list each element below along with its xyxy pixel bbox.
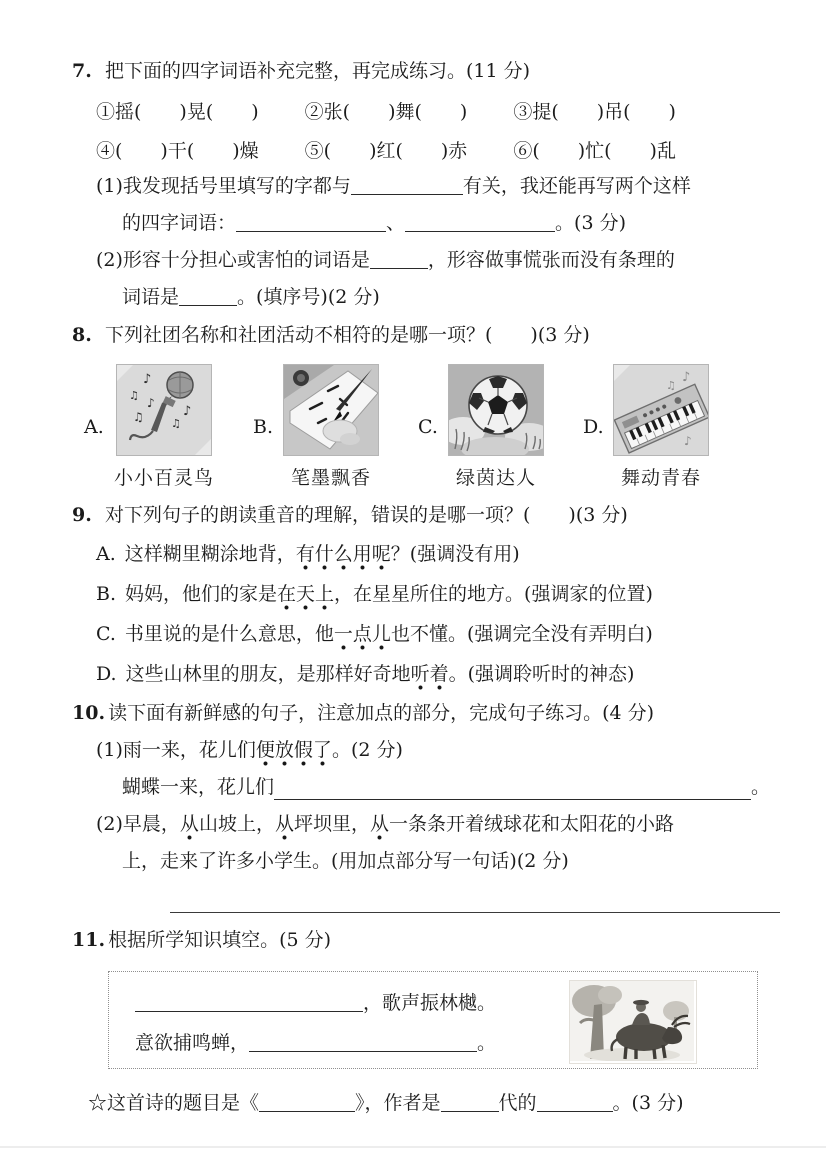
svg-text:♫: ♫ <box>129 389 139 402</box>
q7-sub2-blank-1[interactable] <box>370 248 428 269</box>
q8-option-a[interactable] <box>84 364 214 490</box>
q10-sub1-line2-post: 。 <box>750 776 770 798</box>
q11-title-blank[interactable] <box>259 1091 355 1112</box>
q11-star-line <box>88 1083 770 1123</box>
q10-sub2-emphasis-3: 从 <box>370 813 389 841</box>
idiom-item[interactable]: ③提( )吊( ) <box>513 101 676 123</box>
q7-sub2-suffix: 。(填序号)(2 分) <box>237 286 380 308</box>
q9-title: 对下列句子的朗读重音的理解，错误的是哪一项？( )(3 分) <box>105 504 628 526</box>
q7-sub2-mid: ，形容做事慌张而没有条理的 <box>427 249 675 271</box>
q9-option-d-note: 。(强调聆听时的神态) <box>448 663 635 685</box>
microphone-music-notes-icon <box>116 364 212 456</box>
calligraphy-brush-icon <box>283 364 379 456</box>
q9-option-a[interactable] <box>96 534 770 574</box>
q8-option-b[interactable] <box>253 364 379 490</box>
q9-option-d-text: 这些山林里的朋友，是那样好奇地 <box>125 663 411 685</box>
q10-sub1-pre: (1)雨一来，花儿们 <box>96 739 256 761</box>
q8-number: 8. <box>72 324 92 346</box>
q11-poem-box <box>108 971 758 1069</box>
q10-sub2-answer-line[interactable] <box>170 900 780 913</box>
q10-number: 10. <box>72 702 106 724</box>
q11-poem-line2-text: 意欲捕鸣蝉， <box>135 1032 250 1054</box>
q7-idiom-row-1 <box>96 95 770 129</box>
soccer-ball-icon <box>448 364 544 456</box>
q11-poem-line-1 <box>135 983 607 1023</box>
svg-text:♪: ♪ <box>684 434 692 448</box>
q9-option-a-emphasis: 有什么用呢 <box>296 543 391 571</box>
question-10 <box>72 694 770 913</box>
idiom-item[interactable]: ④( )干( )燥 <box>96 140 259 162</box>
svg-text:♫: ♫ <box>133 410 144 424</box>
q9-option-b-emphasis: 在天上 <box>277 583 334 611</box>
q10-sub1-post: 。(2 分) <box>331 739 403 761</box>
svg-text:♪: ♪ <box>183 404 192 419</box>
q7-sub1-mid: 有关，我还能再写两个这样 <box>462 175 691 197</box>
question-7 <box>72 52 770 316</box>
svg-text:♪: ♪ <box>682 370 691 385</box>
q11-title: 根据所学知识填空。(5 分) <box>108 929 332 951</box>
q9-option-d-label: D. <box>96 663 117 685</box>
q10-sub2-mid2: 坪坝里， <box>293 813 370 835</box>
q9-option-c[interactable] <box>96 614 770 654</box>
q7-sub2-blank-2[interactable] <box>179 285 237 306</box>
svg-text:♫: ♫ <box>666 379 676 392</box>
q9-option-a-note: ？(强调没有用) <box>390 543 520 565</box>
q11-author-blank[interactable] <box>537 1091 613 1112</box>
svg-text:♫: ♫ <box>171 417 181 430</box>
q8-option-d[interactable] <box>583 364 709 490</box>
q7-sub2-line1 <box>96 242 770 279</box>
q7-idiom-row-2 <box>96 134 770 168</box>
q7-sub2-line2-pre: 词语是 <box>122 286 180 308</box>
q9-option-c-text: 书里说的是什么意思，他 <box>124 623 334 645</box>
q11-poem-line2-end: 。 <box>477 1032 497 1054</box>
q7-sub2-line2 <box>96 279 770 316</box>
idiom-item[interactable]: ⑤( )红( )赤 <box>304 140 468 162</box>
q7-sub1-line2-pre: 的四字词语： <box>122 212 237 234</box>
q8-options-row <box>84 364 770 490</box>
svg-text:♪: ♪ <box>147 396 155 410</box>
q8-title: 下列社团名称和社团活动不相符的是哪一项？( )(3 分) <box>105 324 590 346</box>
q9-option-a-label: A. <box>96 543 116 565</box>
q10-sub2-line2 <box>96 843 770 880</box>
electronic-keyboard-icon <box>613 364 709 456</box>
q7-sub2-pre: (2)形容十分担心或害怕的词语是 <box>96 249 370 271</box>
q10-sub2-emphasis-1: 从 <box>180 813 199 841</box>
q8-option-b-caption: 笔墨飘香 <box>291 467 372 489</box>
q8-option-d-label: D. <box>583 416 604 438</box>
idiom-item[interactable]: ①摇( )晃( ) <box>96 101 259 123</box>
q7-sub1-separator: 、 <box>386 212 406 234</box>
q11-poem-line1-text: ，歌声振林樾。 <box>363 992 497 1014</box>
q9-option-c-note: 也不懂。(强调完全没有弄明白) <box>390 623 653 645</box>
q10-sub2-mid3: 一条条开着绒球花和太阳花的小路 <box>389 813 675 835</box>
q7-sub1-blank-category[interactable] <box>351 174 463 195</box>
q9-option-c-label: C. <box>96 623 116 645</box>
q7-title: 把下面的四字词语补充完整，再完成练习。(11 分) <box>105 60 531 82</box>
q8-option-b-label: B. <box>253 416 274 438</box>
q10-sub1-emphasis: 便放假了 <box>256 739 332 767</box>
q9-option-b-text: 妈妈，他们的家是 <box>125 583 278 605</box>
q11-poem-blank-1[interactable] <box>135 991 363 1012</box>
q8-option-c-caption: 绿茵达人 <box>456 467 537 489</box>
question-8 <box>72 316 770 490</box>
q11-star-mid2: 代的 <box>498 1092 537 1114</box>
q8-option-a-label: A. <box>84 416 104 438</box>
q7-sub1-suffix: 。(3 分) <box>555 212 626 234</box>
q11-number: 11. <box>72 929 106 951</box>
q8-option-d-caption: 舞动青春 <box>621 467 702 489</box>
q7-sub1-line2 <box>96 205 770 242</box>
q9-option-b[interactable] <box>96 574 770 614</box>
q10-sub1-answer-blank[interactable] <box>274 779 751 800</box>
q11-poem-blank-2[interactable] <box>249 1031 477 1052</box>
q9-option-d-emphasis: 听着 <box>411 663 449 691</box>
q9-option-c-emphasis: 一点儿 <box>334 623 391 651</box>
page-bottom-divider <box>0 1146 826 1148</box>
q7-sub1-line1 <box>96 168 770 205</box>
q9-option-d[interactable] <box>96 654 770 694</box>
q9-number: 9. <box>72 504 92 526</box>
q11-poem-line-2 <box>135 1023 607 1063</box>
idiom-item[interactable]: ②张( )舞( ) <box>304 101 468 123</box>
q11-dynasty-blank[interactable] <box>441 1091 499 1112</box>
q8-option-c[interactable] <box>418 364 544 490</box>
q11-star-pre: ☆这首诗的题目是《 <box>88 1092 260 1114</box>
idiom-item[interactable]: ⑥( )忙( )乱 <box>513 140 676 162</box>
q7-number: 7. <box>72 60 92 82</box>
q10-sub1-line2 <box>96 769 770 806</box>
boy-riding-water-buffalo-illustration <box>569 980 697 1064</box>
svg-text:♪: ♪ <box>143 372 152 387</box>
q10-sub2-mid1: 山坡上， <box>198 813 275 835</box>
q9-option-b-note: ，在星星所住的地方。(强调家的位置) <box>334 583 653 605</box>
q9-option-b-label: B. <box>96 583 117 605</box>
q11-star-suffix: 。(3 分) <box>612 1092 684 1114</box>
q8-option-c-label: C. <box>418 416 438 438</box>
q11-star-mid1: 》，作者是 <box>355 1092 441 1114</box>
q10-sub1-line1 <box>96 732 770 769</box>
q7-sub1-pre: (1)我发现括号里填写的字都与 <box>96 175 351 197</box>
q10-sub2-pre: (2)早晨， <box>96 813 180 835</box>
q8-option-a-caption: 小小百灵鸟 <box>114 467 215 489</box>
q10-sub2-line1 <box>96 806 770 843</box>
question-9 <box>72 496 770 694</box>
question-11 <box>72 921 770 1123</box>
q10-title: 读下面有新鲜感的句子，注意加点的部分，完成句子练习。(4 分) <box>108 702 655 724</box>
q7-sub1-blank-word2[interactable] <box>405 211 555 232</box>
q7-sub1-blank-word1[interactable] <box>236 211 386 232</box>
q10-sub2-line2-text: 上，走来了许多小学生。(用加点部分写一句话)(2 分) <box>122 850 569 872</box>
q10-sub2-emphasis-2: 从 <box>275 813 294 841</box>
q10-sub1-line2-pre: 蝴蝶一来，花儿们 <box>122 776 275 798</box>
q9-option-a-text: 这样糊里糊涂地背， <box>124 543 296 565</box>
